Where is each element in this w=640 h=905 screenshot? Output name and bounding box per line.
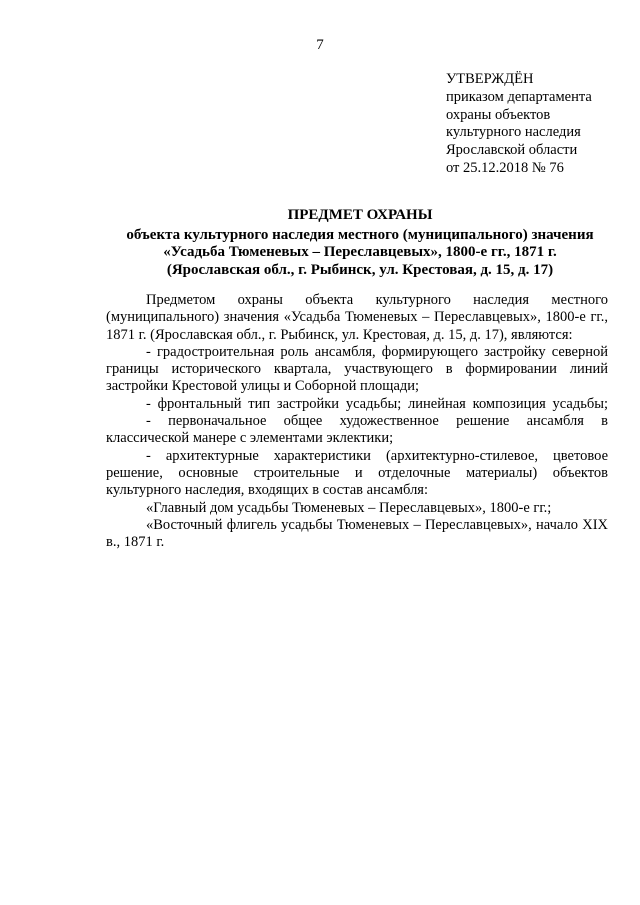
approval-line: приказом департамента — [446, 88, 592, 105]
body-paragraph: - фронтальный тип застройки усадьбы; линейная композиция усадьбы; — [146, 395, 608, 412]
approval-line: охраны объектов — [446, 106, 551, 123]
body-paragraph: «Восточный флигель усадьбы Тюменевых – Переславцевых», начало XIX в., 1871 г. — [106, 516, 608, 551]
document-body — [106, 292, 608, 551]
body-paragraph: - градостроительная роль ансамбля, формирующего застройку северной границы исторического квартала, участвующего в формировании линий застройки Крестовой улицы и Соборной площади; — [106, 343, 608, 395]
approval-line: от 25.12.2018 № 76 — [446, 159, 564, 176]
document-title — [100, 207, 620, 279]
title-line: (Ярославская обл., г. Рыбинск, ул. Крестовая, д. 15, д. 17) — [166, 261, 554, 278]
title-line: объекта культурного наследия местного (муниципального) значения — [126, 226, 594, 243]
approval-line: УТВЕРЖДЁН — [446, 71, 534, 87]
title-heading: ПРЕДМЕТ ОХРАНЫ — [287, 207, 433, 223]
approval-stamp — [446, 71, 626, 178]
body-paragraph: - архитектурные характеристики (архитектурно-стилевое, цветовое решение, основные строительные и отделочные материалы) объектов культурного наследия, входящих в состав ансамбля: — [106, 447, 608, 499]
title-line: «Усадьба Тюменевых – Переславцевых», 1800-е гг., 1871 г. — [163, 244, 557, 260]
body-paragraph: Предметом охраны объекта культурного наследия местного (муниципального) значения «Усадьба Тюменевых – Переславцевых», 1800-е гг., 1871 г. (Ярославская обл., г. Рыбинск, ул. Крестовая, д. 15, д. 17), являются: — [106, 292, 608, 343]
body-paragraph: «Главный дом усадьбы Тюменевых – Переславцевых», 1800-е гг.; — [146, 499, 552, 516]
approval-line: Ярославской области — [446, 142, 578, 159]
body-paragraph: - первоначальное общее художественное решение ансамбля в классической манере с элементами эклектики; — [106, 413, 608, 447]
page-number: 7 — [316, 37, 324, 53]
approval-line: культурного наследия — [446, 124, 581, 141]
